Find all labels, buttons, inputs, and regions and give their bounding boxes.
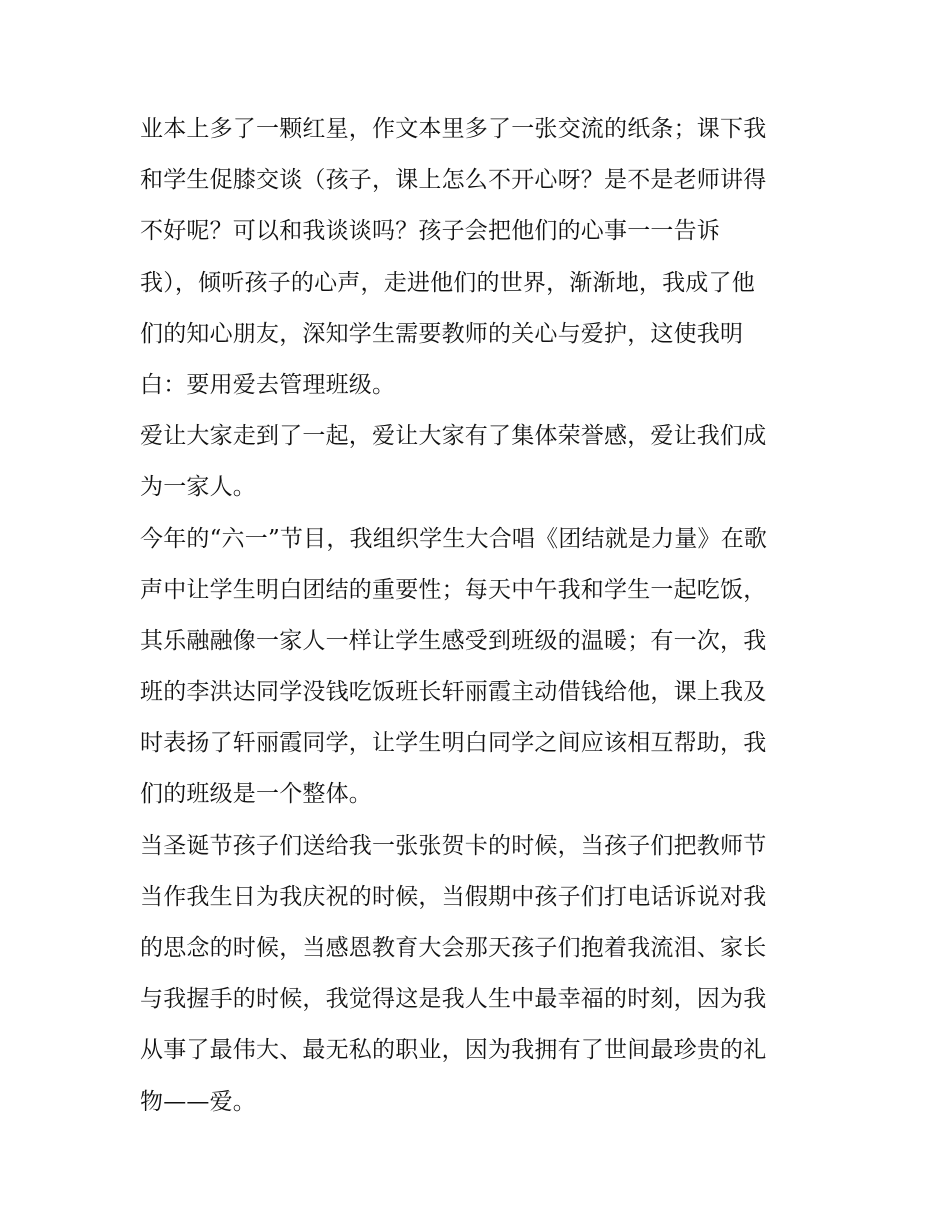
text-line: 其乐融融像一家人一样让学生感受到班级的温暖；有一次，我 [140, 627, 767, 654]
text-line: 从事了最伟大、最无私的职业，因为我拥有了世间最珍贵的礼 [140, 1037, 767, 1064]
text-line: 白：要用爱去管理班级。 [140, 371, 396, 398]
body-text [140, 104, 830, 1128]
text-line: 我），倾听孩子的心声，走进他们的世界，渐渐地，我成了他 [140, 269, 755, 296]
text-line: 班的李洪达同学没钱吃饭班长轩丽霞主动借钱给他，课上我及 [140, 679, 767, 706]
text-line: 当作我生日为我庆祝的时候，当假期中孩子们打电话诉说对我 [140, 883, 767, 910]
text-line: 声中让学生明白团结的重要性；每天中午我和学生一起吃饭， [140, 576, 767, 603]
text-line: 们的知心朋友，深知学生需要教师的关心与爱护，这使我明 [140, 320, 744, 347]
text-line: 业本上多了一颗红星，作文本里多了一张交流的纸条；课下我 [140, 116, 767, 142]
text-line: 与我握手的时候，我觉得这是我人生中最幸福的时刻，因为我 [140, 986, 767, 1013]
text-line: 和学生促膝交谈（孩子，课上怎么不开心呀？是不是老师讲得 [140, 167, 767, 194]
text-line: 们的班级是一个整体。 [140, 781, 372, 808]
text-line: 为一家人。 [140, 474, 256, 501]
text-line: 时表扬了轩丽霞同学，让学生明白同学之间应该相互帮助，我 [140, 730, 767, 757]
text-line: 物——爱。 [140, 1088, 256, 1115]
text-line: 不好呢？可以和我谈谈吗？孩子会把他们的心事一一告诉 [140, 218, 720, 245]
text-line: 爱让大家走到了一起，爱让大家有了集体荣誉感，爱让我们成 [140, 423, 767, 450]
text-line: 的思念的时候，当感恩教育大会那天孩子们抱着我流泪、家长 [140, 935, 767, 961]
text-line: 当圣诞节孩子们送给我一张张贺卡的时候，当孩子们把教师节 [140, 832, 767, 859]
text-line: 今年的“六一”节目，我组织学生大合唱《团结就是力量》在歌 [140, 525, 768, 552]
